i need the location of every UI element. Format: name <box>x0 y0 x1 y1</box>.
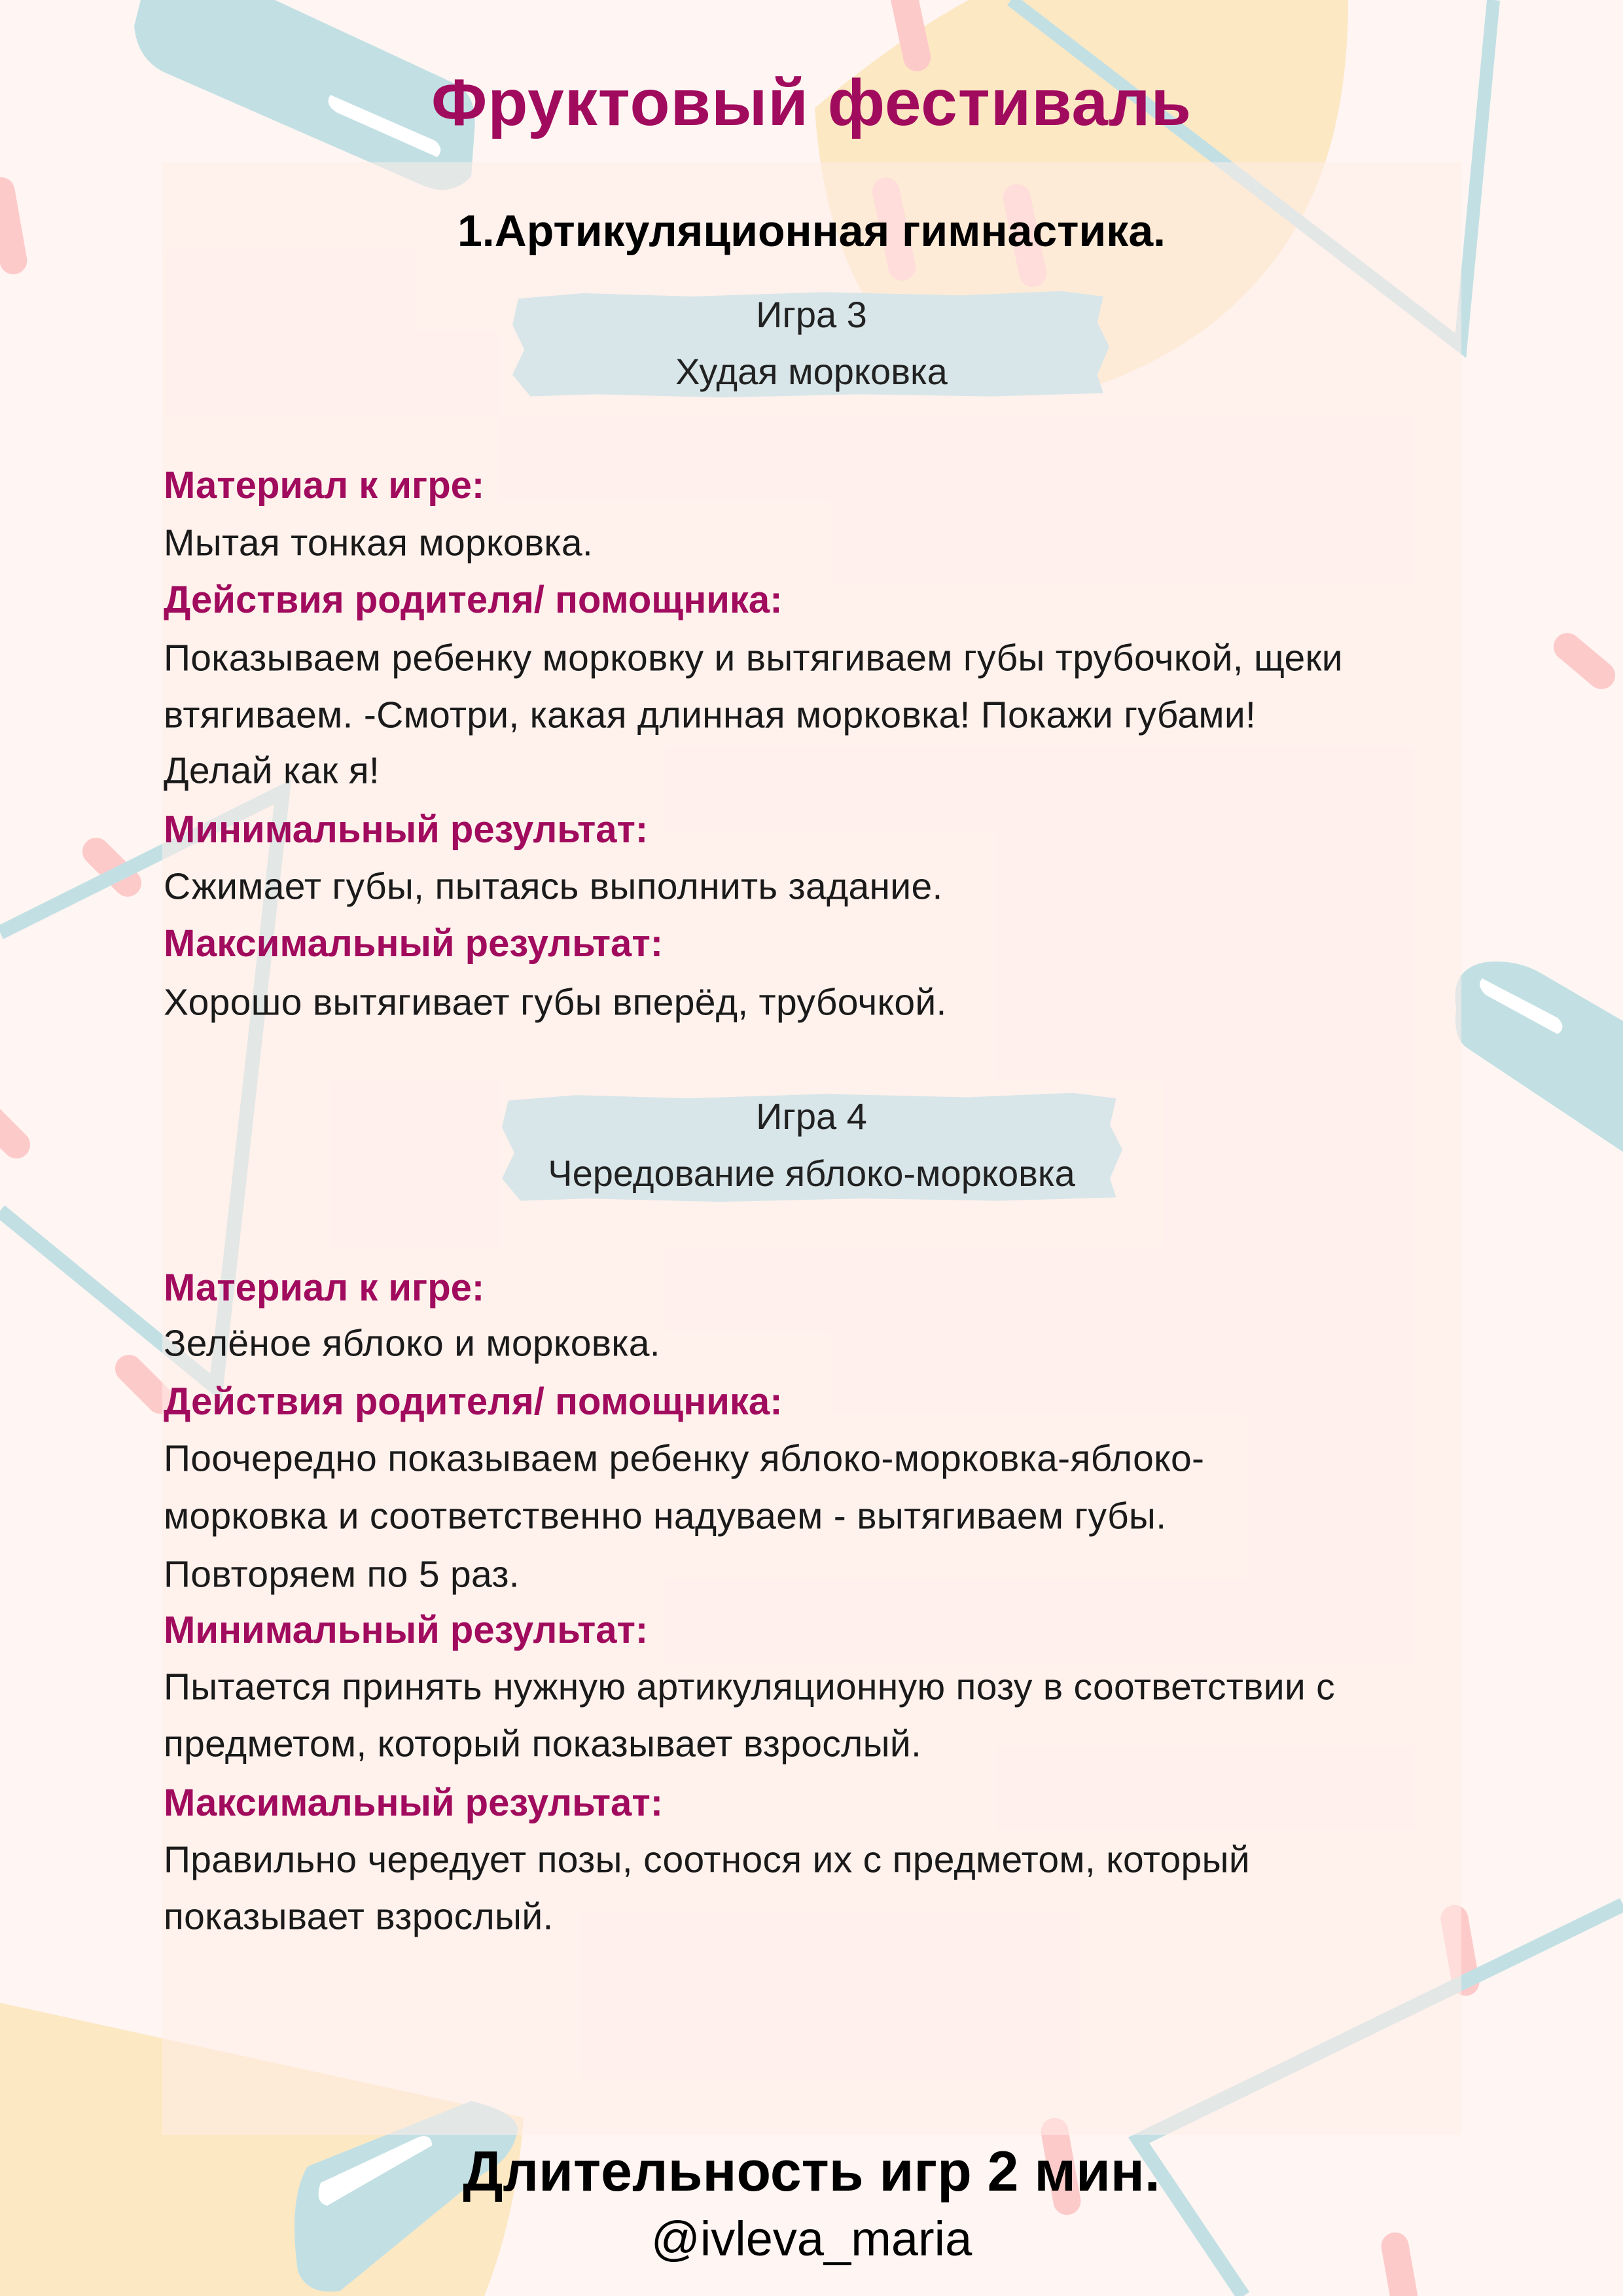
game-4-min-text-1: Пытается принять нужную артикуляционную позу в соответствии с <box>164 1666 1335 1708</box>
game-4-min-heading: Минимальный результат: <box>164 1609 649 1651</box>
game-3-number: Игра 3 <box>756 294 867 335</box>
game-3-max-heading: Максимальный результат: <box>164 922 664 965</box>
game-4-min-text-2: предметом, который показывает взрослый. <box>164 1723 922 1765</box>
game-3-max-text: Хорошо вытягивает губы вперёд, трубочкой. <box>164 981 947 1024</box>
game-4-material-heading: Материал к игре: <box>164 1266 485 1309</box>
game-3-actions-text-1: Показываем ребенку морковку и вытягиваем губы трубочкой, щеки <box>164 637 1343 679</box>
game-4-actions-heading: Действия родителя/ помощника: <box>164 1380 783 1423</box>
game-4-actions-text-2: морковка и соответственно надуваем - вытягиваем губы. <box>164 1495 1167 1537</box>
game-4-max-heading: Максимальный результат: <box>164 1782 664 1824</box>
game-3-min-heading: Минимальный результат: <box>164 808 649 851</box>
game-4-actions-text-3: Повторяем по 5 раз. <box>164 1553 520 1596</box>
game-4-material-text: Зелёное яблоко и морковка. <box>164 1322 660 1365</box>
page-title: Фруктовый фестиваль <box>431 66 1192 139</box>
game-3-material-text: Мытая тонкая морковка. <box>164 522 594 564</box>
game-3-name: Худая морковка <box>675 351 948 392</box>
game-3-min-text: Сжимает губы, пытаясь выполнить задание. <box>164 865 943 908</box>
author-handle: @ivleva_maria <box>651 2212 972 2266</box>
game-3-actions-text-2: втягиваем. -Смотри, какая длинная морковка! Покажи губами! <box>164 694 1257 736</box>
game-3-actions-heading: Действия родителя/ помощника: <box>164 579 783 621</box>
section-title: 1.Артикуляционная гимнастика. <box>457 206 1166 256</box>
duration-note: Длительность игр 2 мин. <box>463 2140 1160 2203</box>
game-4-max-text-2: показывает взрослый. <box>164 1895 554 1938</box>
game-3-actions-text-3: Делай как я! <box>164 749 380 792</box>
game-4-number: Игра 4 <box>756 1096 867 1137</box>
game-4-actions-text-1: Поочередно показываем ребенку яблоко-морковка-яблоко- <box>164 1437 1205 1480</box>
game-4-max-text-1: Правильно чередует позы, соотнося их с предметом, который <box>164 1839 1250 1881</box>
game-4-name: Чередование яблоко-морковка <box>548 1153 1075 1194</box>
game-3-material-heading: Материал к игре: <box>164 464 485 507</box>
